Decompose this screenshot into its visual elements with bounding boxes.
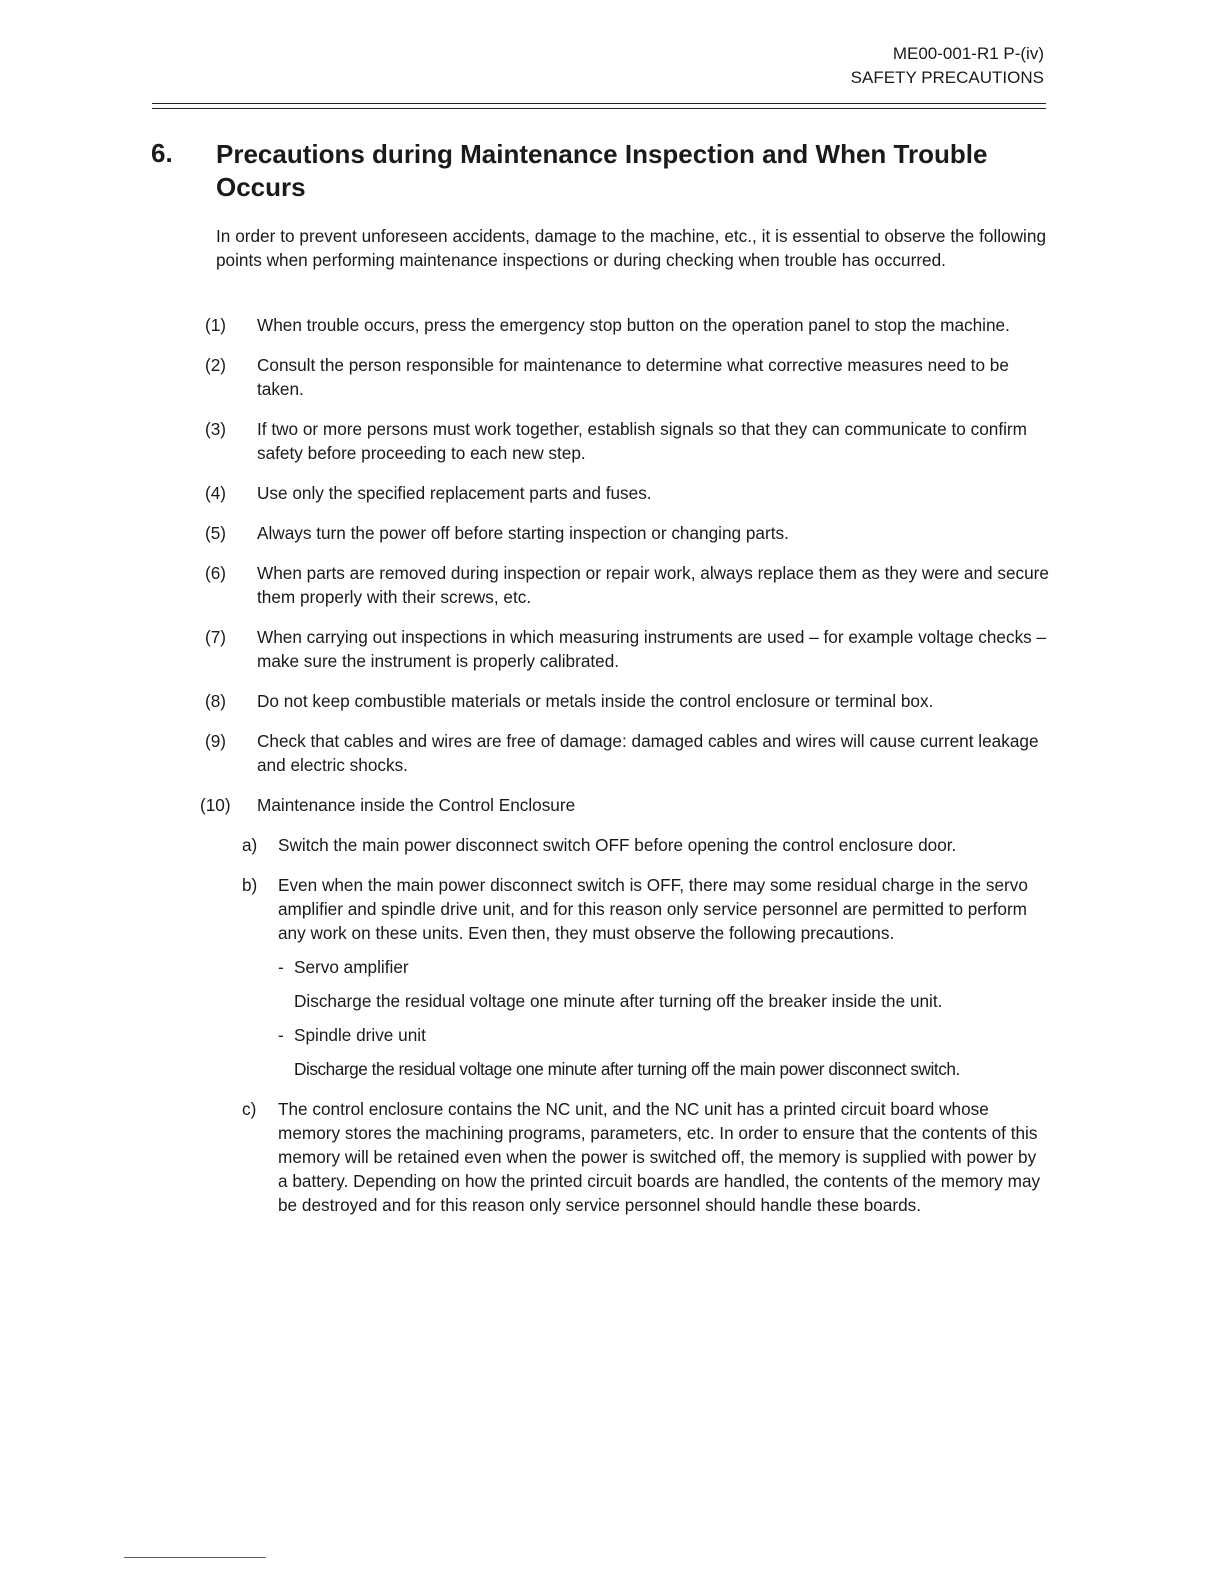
item-text: Use only the specified replacement parts and fuses. (257, 483, 652, 503)
bullet-label: Servo amplifier (294, 957, 409, 977)
list-item (205, 729, 1050, 777)
bullet-label: Spindle drive unit (294, 1025, 426, 1045)
sublist-letter: a) (242, 835, 258, 855)
sublist-item-b (242, 873, 1050, 1081)
list-item (205, 481, 1050, 505)
page-header (851, 42, 1044, 90)
item-number: (8) (205, 691, 227, 711)
item-number: (1) (205, 315, 227, 335)
header-rule-top (152, 103, 1046, 104)
item-text: If two or more persons must work together, establish signals so that they can communicate to confirm safety before proceeding to each new step. (257, 419, 1027, 463)
list-item (205, 353, 1050, 401)
bullet-dash: - (278, 1025, 284, 1045)
sublist-item-c (242, 1097, 1050, 1217)
item-text: Maintenance inside the Control Enclosure (257, 795, 576, 815)
bullet-spindle-drive-unit (278, 1023, 1050, 1047)
bullet-description: Discharge the residual voltage one minute after turning off the breaker inside the unit. (294, 991, 943, 1011)
bullet-description: Discharge the residual voltage one minute after turning off the main power disconnect switch. (294, 1059, 960, 1079)
item-number: (7) (205, 627, 227, 647)
item-number: (3) (205, 419, 227, 439)
list-item (205, 521, 1050, 545)
doc-code: ME00-001-R1 P-(iv) (892, 44, 1044, 63)
item-text: When carrying out inspections in which measuring instruments are used – for example voltage checks – make sure the instrument is properly calibrated. (257, 627, 1047, 671)
sublist-item-a (242, 833, 1050, 857)
item-number: (6) (205, 563, 227, 583)
item-text: When parts are removed during inspection or repair work, always replace them as they were and secure them properly with their screws, etc. (257, 563, 1049, 607)
list-item (200, 793, 1050, 817)
list-item (205, 689, 1050, 713)
sublist-text: The control enclosure contains the NC unit, and the NC unit has a printed circuit board whose memory stores the machining programs, parameters, etc. In order to ensure that the contents of this memory will be retained even when the power is switched off, the memory is supplied with power by a battery. Depending on how the printed circuit boards are handled, the contents of the memory may be destroyed and for this reason only service personnel should handle these boards. (278, 1099, 1041, 1215)
list-item (205, 313, 1050, 337)
bullet-dash: - (278, 957, 284, 977)
list-item (205, 561, 1050, 609)
list-item (205, 625, 1050, 673)
header-rule-bottom (152, 108, 1046, 109)
item-text: Consult the person responsible for maintenance to determine what corrective measures need to be taken. (257, 355, 1009, 399)
sublist-letter: b) (242, 875, 258, 895)
sublist-text: Even when the main power disconnect switch is OFF, there may some residual charge in the servo amplifier and spindle drive unit, and for this reason only service personnel are permitted to perform any work on these units. Even then, they must observe the following precautions. (278, 875, 1028, 943)
precaution-list (200, 313, 1050, 1233)
sublist-text: Switch the main power disconnect switch OFF before opening the control enclosure door. (278, 835, 957, 855)
section-label: SAFETY PRECAUTIONS (850, 68, 1044, 87)
sublist (242, 833, 1050, 1217)
item-number: (9) (205, 731, 227, 751)
item-text: Always turn the power off before starting inspection or changing parts. (257, 523, 789, 543)
intro-paragraph: In order to prevent unforeseen accidents, damage to the machine, etc., it is essential to observe the following points when performing maintenance inspections or during checking when trouble has occurred. (216, 226, 1046, 270)
section-number: 6. (151, 138, 173, 168)
item-number: (4) (205, 483, 227, 503)
footer-divider (124, 1557, 266, 1558)
item-text: Do not keep combustible materials or metals inside the control enclosure or terminal box. (257, 691, 934, 711)
item-text: When trouble occurs, press the emergency stop button on the operation panel to stop the machine. (257, 315, 1010, 335)
item-text: Check that cables and wires are free of damage: damaged cables and wires will cause current leakage and electric shocks. (257, 731, 1039, 775)
item-number: (10) (200, 795, 231, 815)
section-title: Precautions during Maintenance Inspection and When Trouble Occurs (216, 139, 988, 202)
sublist-letter: c) (242, 1099, 257, 1119)
bullet-servo-amplifier (278, 955, 1050, 979)
list-item (205, 417, 1050, 465)
item-number: (2) (205, 355, 227, 375)
item-number: (5) (205, 523, 227, 543)
